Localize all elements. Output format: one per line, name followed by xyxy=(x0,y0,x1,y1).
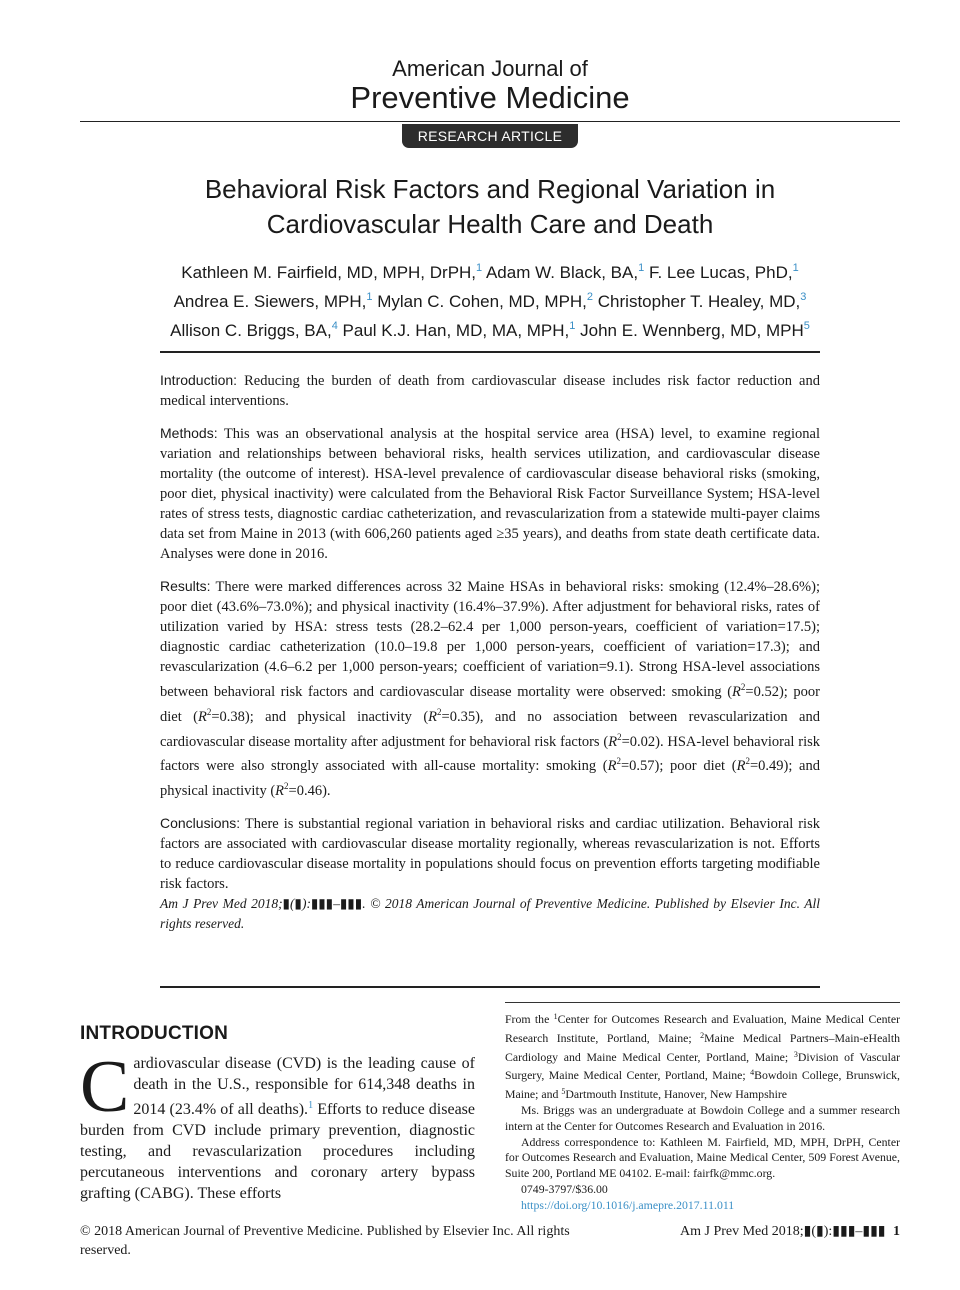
briggs-note: Ms. Briggs was an undergraduate at Bowdoin College and a summer research intern at the Center for Outcomes Research and Evaluation in 2016. xyxy=(505,1102,900,1133)
r-symbol: R xyxy=(275,783,285,800)
introduction-body xyxy=(80,1046,475,1204)
fn-text: Maine Medical Partners–Main-eHealth Cardiology and Maine Medical Center, Portland, Maine; xyxy=(505,1030,900,1064)
header-divider xyxy=(80,121,900,122)
drop-cap: C xyxy=(80,1046,130,1128)
affiliation-marker[interactable]: 2 xyxy=(586,291,594,303)
affiliation-marker[interactable]: 1 xyxy=(638,262,645,274)
results-text: =0.38); and physical inactivity ( xyxy=(211,708,429,725)
results-text: =0.49); and physical inactivity ( xyxy=(160,758,820,800)
footer-citation: Am J Prev Med 2018;▮(▮):▮▮▮–▮▮▮ xyxy=(680,1224,886,1239)
r-symbol: R xyxy=(197,708,207,725)
footnotes xyxy=(505,1009,900,1214)
author-list xyxy=(90,256,890,343)
results-text: =0.52); poor diet ( xyxy=(160,683,820,725)
abstract-top-divider xyxy=(160,351,820,353)
fn-aff-marker: 1 xyxy=(553,1012,558,1021)
doi-link[interactable]: https://doi.org/10.1016/j.amepre.2017.11.011 xyxy=(521,1197,735,1212)
fn-aff-marker: 2 xyxy=(700,1030,705,1040)
intro-text: ardiovascular disease (CVD) is the leading cause of death in the U.S., responsible for 614,348 deaths in 2014 (23.4% of all deaths). xyxy=(133,1055,475,1118)
affiliation-marker[interactable]: 1 xyxy=(476,262,483,274)
squared: 2 xyxy=(616,756,621,767)
author: Paul K.J. Han, MD, MA, MPH, xyxy=(342,321,570,340)
results-text: =0.46). xyxy=(288,783,331,800)
r-symbol: R xyxy=(736,758,746,775)
abstract-section-label: Introduction: xyxy=(160,372,238,388)
author: John E. Wennberg, MD, MPH xyxy=(580,321,804,340)
squared: 2 xyxy=(740,682,746,692)
abstract-introduction xyxy=(160,370,820,411)
fn-text: Bowdoin College, Brunswick, Maine; and xyxy=(505,1068,900,1102)
affiliation-marker[interactable]: 5 xyxy=(803,320,810,332)
affiliation-marker[interactable]: 1 xyxy=(792,262,799,274)
squared: 2 xyxy=(284,781,289,792)
abstract-section-text: Reducing the burden of death from cardiovascular disease includes risk factor reduction and medical interventions. xyxy=(160,373,820,409)
squared: 2 xyxy=(437,706,442,717)
title-line2: Cardiovascular Health Care and Death xyxy=(266,209,714,239)
author: Allison C. Briggs, BA, xyxy=(170,321,332,340)
affiliation-marker[interactable]: 1 xyxy=(569,320,576,332)
reference-link[interactable]: 1 xyxy=(308,1100,314,1111)
footnote-divider xyxy=(505,1002,900,1003)
squared: 2 xyxy=(745,756,750,767)
r-symbol: R xyxy=(608,733,618,750)
intro-text: Efforts to reduce disease burden from CVD include primary prevention, diagnostic testing, and revascularization procedures including percutaneous interventions and coronary artery bypass grafting (CABG). These efforts xyxy=(80,1101,475,1202)
r-symbol: R xyxy=(428,708,438,725)
page-number: 1 xyxy=(893,1224,900,1239)
author: Christopher T. Healey, MD, xyxy=(597,292,801,311)
fn-aff-marker: 4 xyxy=(750,1068,755,1078)
fn-text: From the xyxy=(505,1012,554,1026)
fn-aff-marker: 5 xyxy=(561,1087,566,1097)
article-type-badge: RESEARCH ARTICLE xyxy=(402,124,578,148)
abstract-methods xyxy=(160,423,820,564)
r-symbol: R xyxy=(607,758,617,775)
author: F. Lee Lucas, PhD, xyxy=(648,263,793,282)
abstract-bottom-divider xyxy=(160,986,820,988)
author: Adam W. Black, BA, xyxy=(485,263,639,282)
affiliations-note xyxy=(505,1009,900,1103)
journal-name-line1: American Journal of xyxy=(392,56,588,81)
abstract-citation: Am J Prev Med 2018;▮(▮):▮▮▮–▮▮▮. © 2018 American Journal of Preventive Medicine. Published by Elsevier Inc. All rights reserved. xyxy=(160,896,820,932)
footer-citation-block xyxy=(680,1222,900,1241)
footer-copyright: © 2018 American Journal of Preventive Medicine. Published by Elsevier Inc. All rights reserved. xyxy=(80,1224,570,1258)
journal-name-line2: Preventive Medicine xyxy=(350,80,630,115)
squared: 2 xyxy=(206,706,212,717)
abstract-section-label: Methods: xyxy=(160,425,218,441)
author: Kathleen M. Fairfield, MD, MPH, DrPH, xyxy=(181,263,477,282)
fn-text: Center for Outcomes Research and Evaluation, Maine Medical Center Research Institute, Portland, Maine; xyxy=(505,1012,900,1045)
abstract-section-text: There is substantial regional variation in behavioral risks and cardiac utilization. Behavioral risk factors are associated with cardiovascular disease mortality regionally, whereas revascularization is not. Efforts to reduce cardiovascular disease mortality in populations should focus on prevention efforts targeting modifiable risk factors. xyxy=(160,816,820,893)
abstract-results xyxy=(160,576,820,801)
fn-aff-marker: 3 xyxy=(793,1049,798,1059)
abstract-conclusions xyxy=(160,813,820,894)
affiliation-marker[interactable]: 3 xyxy=(800,291,807,303)
abstract-section-label: Results: xyxy=(160,578,211,594)
r-symbol: R xyxy=(732,683,741,700)
results-text: =0.57); poor diet ( xyxy=(620,758,737,775)
author: Mylan C. Cohen, MD, MPH, xyxy=(377,292,587,311)
title-line1: Behavioral Risk Factors and Regional Variation in xyxy=(204,174,776,204)
article-title xyxy=(90,172,890,242)
results-text: There were marked differences across 32 Maine HSAs in behavioral risks: smoking (12.4%–28.6%); poor diet (43.6%–73.0%); and physical inactivity (16.4%–37.9%). After adjustment for behavioral risks, rates of utilization varied by HSA: stress tests (28.2–62.4 per 1,000 person-years, coefficient of variation=17.5); diagnostic cardiac catheterization (10.0–19.8 per 1,000 person-years, coefficient of variation=17.3); and revascularization (4.6–6.2 per 1,000 person-years; coefficient of variation=9.1). Strong HSA-level associations between behavioral risk factors and cardiovascular disease mortality were observed: smoking ( xyxy=(160,579,820,700)
fn-text: Division of Vascular Surgery, Maine Medical Center, Portland, Maine; xyxy=(505,1049,901,1083)
fn-text: Dartmouth Institute, Hanover, New Hampshire xyxy=(565,1087,788,1102)
abstract-section-label: Conclusions: xyxy=(160,815,241,832)
affiliation-marker[interactable]: 1 xyxy=(366,291,373,303)
abstract-section-text: This was an observational analysis at the hospital service area (HSA) level, to examine regional variation and relationships between behavioral risks, health services utilization, and cardiovascular disease mortality (the outcome of interest). HSA-level prevalence of cardiovascular disease behavioral risks (smoking, poor diet, physical inactivity) were calculated from the Behavioral Risk Factor Surveillance System; HSA-level rates of stress tests, diagnostic cardiac catheterization, and revascularization from a statewide multi-payer claims data set from Maine in 2013 (with 606,260 patients aged ≥35 years), and deaths from state death certificate data. Analyses were done in 2016. xyxy=(160,426,821,562)
affiliation-marker[interactable]: 4 xyxy=(331,320,338,332)
squared: 2 xyxy=(617,731,622,742)
abstract xyxy=(160,370,820,934)
introduction-heading: INTRODUCTION xyxy=(80,1023,229,1044)
correspondence-note: Address correspondence to: Kathleen M. Fairfield, MD, MPH, DrPH, Center for Outcomes Research and Evaluation, Maine Medical Center, 509 Forest Avenue, Suite 200, Portland ME 04102. E-mail: fairfk@mmc.org. xyxy=(505,1134,900,1181)
results-text: =0.35), and no association between revascularization and cardiovascular disease mortality after adjustment for behavioral risk factors ( xyxy=(160,708,820,750)
results-text: =0.02). HSA-level behavioral risk factors were also strongly associated with all-cause mortality: smoking ( xyxy=(160,733,820,775)
issn: 0749-3797/$36.00 xyxy=(521,1181,608,1196)
author: Andrea E. Siewers, MPH, xyxy=(173,292,367,311)
